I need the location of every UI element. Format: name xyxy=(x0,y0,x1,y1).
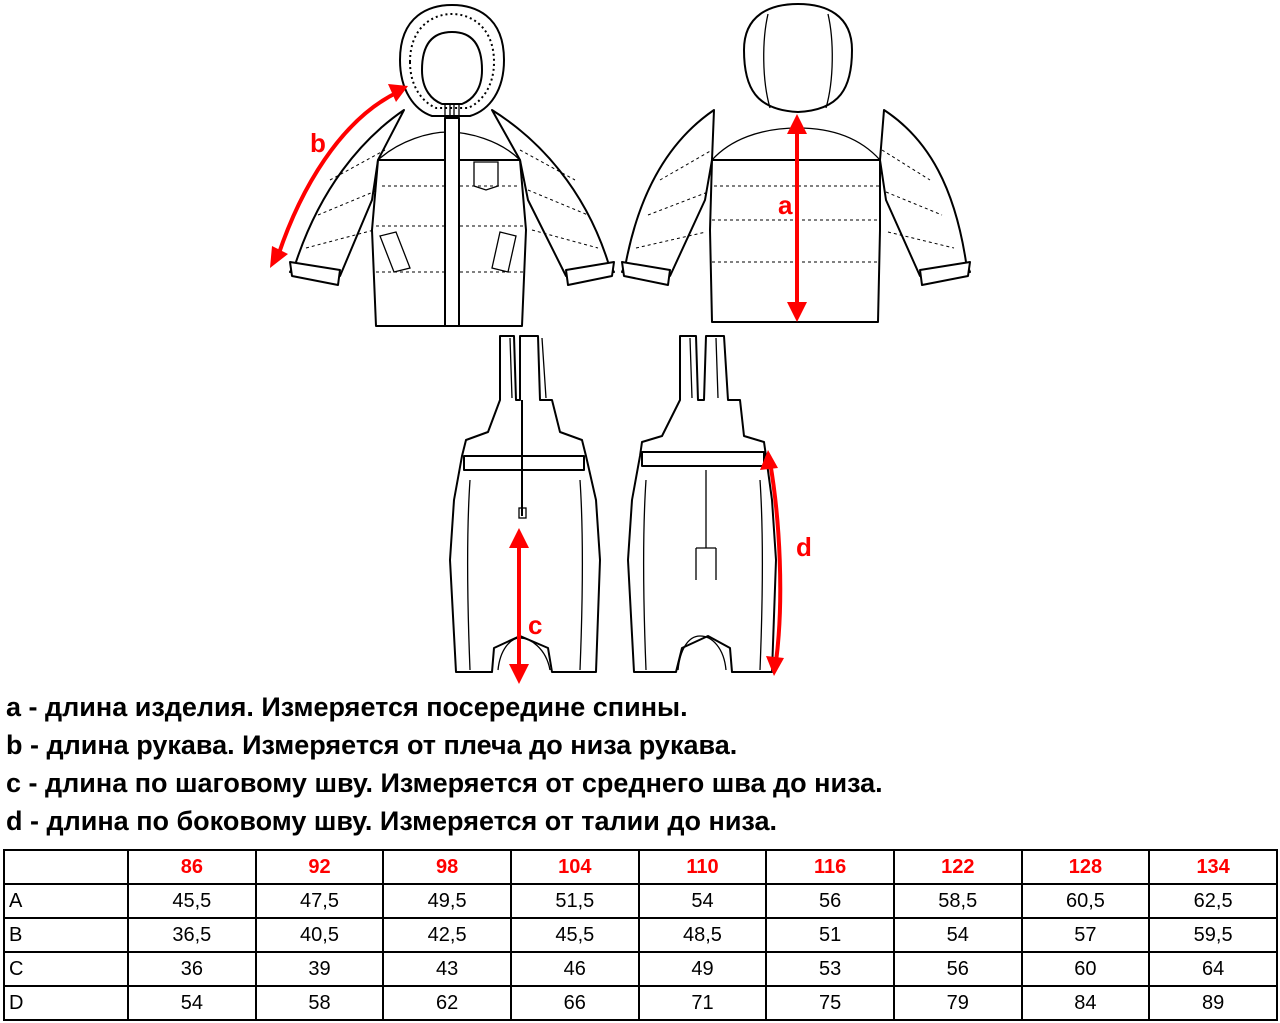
size-header-cell: 104 xyxy=(511,850,639,884)
table-cell: 59,5 xyxy=(1149,918,1277,952)
measure-label-a: a xyxy=(778,190,793,220)
measure-label-b: b xyxy=(310,128,326,158)
table-cell: 40,5 xyxy=(256,918,384,952)
table-cell: 43 xyxy=(383,952,511,986)
table-cell: 54 xyxy=(639,884,767,918)
size-header-cell: 98 xyxy=(383,850,511,884)
legend-line-c: c - длина по шаговому шву. Измеряется от среднего шва до низа. xyxy=(6,768,883,798)
table-cell: 48,5 xyxy=(639,918,767,952)
table-cell: 60 xyxy=(1022,952,1150,986)
table-cell: 57 xyxy=(1022,918,1150,952)
overalls-back-drawing xyxy=(628,336,776,672)
table-cell: 49,5 xyxy=(383,884,511,918)
size-header-cell: 92 xyxy=(256,850,384,884)
jacket-front-drawing xyxy=(290,5,614,326)
size-header-cell: 116 xyxy=(766,850,894,884)
table-cell: 47,5 xyxy=(256,884,384,918)
table-cell: 64 xyxy=(1149,952,1277,986)
table-row-a xyxy=(4,884,1277,918)
row-label: C xyxy=(4,952,128,986)
table-cell: 45,5 xyxy=(128,884,256,918)
size-table xyxy=(3,849,1278,1021)
table-cell: 75 xyxy=(766,986,894,1020)
overalls-front-drawing xyxy=(450,336,600,672)
table-cell: 56 xyxy=(766,884,894,918)
size-header-cell: 86 xyxy=(128,850,256,884)
measure-label-d: d xyxy=(796,532,812,562)
table-cell: 71 xyxy=(639,986,767,1020)
table-cell: 49 xyxy=(639,952,767,986)
table-cell: 89 xyxy=(1149,986,1277,1020)
table-cell: 62,5 xyxy=(1149,884,1277,918)
table-cell: 60,5 xyxy=(1022,884,1150,918)
table-cell: 58,5 xyxy=(894,884,1022,918)
legend-line-b: b - длина рукава. Измеряется от плеча до низа рукава. xyxy=(6,730,738,760)
size-header-cell: 110 xyxy=(639,850,767,884)
size-header-cell: 122 xyxy=(894,850,1022,884)
size-header-cell: 134 xyxy=(1149,850,1277,884)
size-header-row xyxy=(4,850,1277,884)
table-cell: 51 xyxy=(766,918,894,952)
table-cell: 36 xyxy=(128,952,256,986)
measurement-legend xyxy=(6,688,1276,840)
legend-line-a: a - длина изделия. Измеряется посередине спины. xyxy=(6,692,688,722)
table-cell: 46 xyxy=(511,952,639,986)
table-row-b xyxy=(4,918,1277,952)
table-cell: 42,5 xyxy=(383,918,511,952)
row-label: D xyxy=(4,986,128,1020)
table-cell: 58 xyxy=(256,986,384,1020)
legend-line-d: d - длина по боковому шву. Измеряется от талии до низа. xyxy=(6,806,778,836)
size-header-cell: 128 xyxy=(1022,850,1150,884)
table-corner-cell xyxy=(4,850,128,884)
table-cell: 79 xyxy=(894,986,1022,1020)
row-label: A xyxy=(4,884,128,918)
row-label: B xyxy=(4,918,128,952)
table-cell: 56 xyxy=(894,952,1022,986)
table-cell: 53 xyxy=(766,952,894,986)
table-cell: 54 xyxy=(128,986,256,1020)
table-cell: 45,5 xyxy=(511,918,639,952)
table-cell: 84 xyxy=(1022,986,1150,1020)
table-row-d xyxy=(4,986,1277,1020)
table-row-c xyxy=(4,952,1277,986)
table-cell: 36,5 xyxy=(128,918,256,952)
measure-label-c: c xyxy=(528,610,543,640)
table-cell: 51,5 xyxy=(511,884,639,918)
table-cell: 39 xyxy=(256,952,384,986)
table-cell: 66 xyxy=(511,986,639,1020)
table-cell: 54 xyxy=(894,918,1022,952)
table-cell: 62 xyxy=(383,986,511,1020)
